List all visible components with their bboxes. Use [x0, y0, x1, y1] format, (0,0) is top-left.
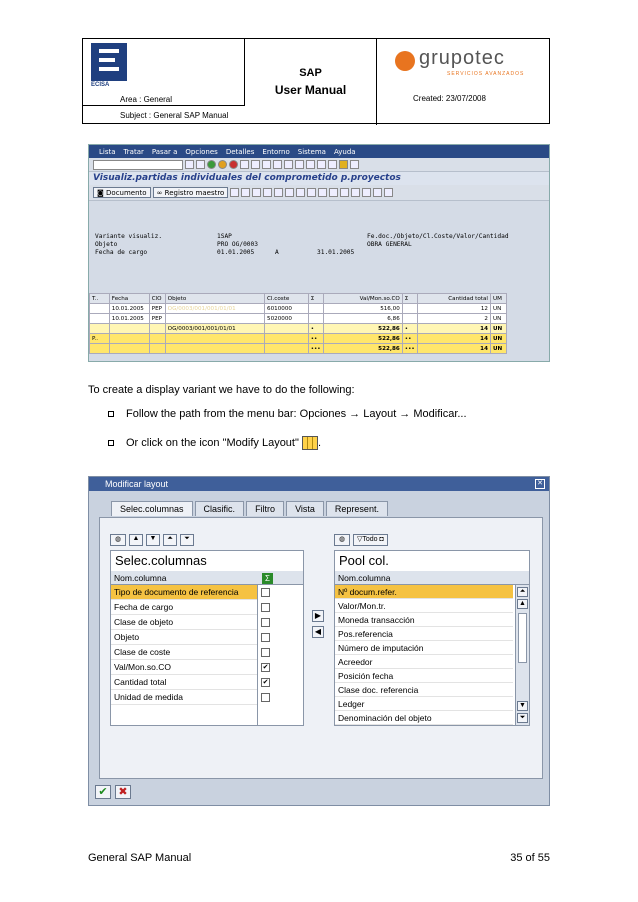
- bullet-1: [108, 408, 467, 420]
- cell: 6010000: [265, 304, 309, 314]
- list-item-label: Clase de objeto: [114, 617, 174, 627]
- tab-selec-columnas[interactable]: Selec.columnas: [111, 501, 193, 516]
- selected-columns-header: [111, 571, 303, 585]
- registro-maestro-button[interactable]: [153, 187, 229, 198]
- sum-checkbox[interactable]: ✔: [262, 664, 269, 671]
- cell: •: [402, 324, 417, 334]
- cell: [165, 344, 264, 354]
- product-name: SAP: [299, 67, 322, 79]
- sort-asc-icon[interactable]: [252, 188, 261, 197]
- dialog-footer: [95, 785, 131, 799]
- line-items-table: [89, 293, 507, 354]
- glasses-icon: ∞: [156, 189, 165, 197]
- cell: [90, 344, 110, 354]
- cell: [265, 324, 309, 334]
- menu-tratar[interactable]: Tratar: [123, 147, 144, 156]
- move-up-icon[interactable]: ▲: [129, 534, 143, 546]
- object-label: Objeto: [95, 241, 118, 248]
- screen-title: Visualiz.partidas individuales del comprometido p.proyectos: [89, 172, 549, 185]
- column-pool-scrollbar[interactable]: [515, 585, 529, 725]
- variant-value: 1SAP: [217, 233, 232, 240]
- cell: 2: [417, 314, 490, 324]
- sum-checkbox[interactable]: [261, 693, 270, 702]
- cell: 14: [417, 344, 490, 354]
- sort-description: Fe.doc./Objeto/Cl.Coste/Valor/Cantidad: [367, 233, 509, 240]
- sum-checkbox[interactable]: [261, 603, 270, 612]
- column-pool-heading: Pool col.: [339, 553, 389, 568]
- intro-text: To create a display variant we have to do the following:: [88, 384, 355, 396]
- todo-button[interactable]: ▽Todo ◘: [353, 534, 388, 546]
- list-item-label: Unidad de medida: [114, 692, 183, 702]
- bullet-2-text: Or click on the icon "Modify Layout": [126, 436, 299, 449]
- dialog-title: Modificar layout: [89, 477, 549, 491]
- filter-icon[interactable]: [241, 188, 250, 197]
- sum-column-icon[interactable]: Σ: [262, 573, 273, 584]
- sum-icon[interactable]: [307, 188, 316, 197]
- cell: 6,86: [323, 314, 402, 324]
- selected-columns-list: [110, 550, 304, 726]
- col-valmon[interactable]: Val/Mon.so.CO: [323, 294, 402, 304]
- confirm-icon[interactable]: ✔: [95, 785, 111, 799]
- abc-icon[interactable]: [373, 188, 382, 197]
- ecisa-logo-text: ECISA: [91, 82, 110, 88]
- list-item-label: Fecha de cargo: [114, 602, 174, 612]
- print-icon[interactable]: [240, 160, 249, 169]
- cell: 10.01.2005: [109, 314, 149, 324]
- menu-sistema[interactable]: Sistema: [297, 147, 326, 156]
- table-header-row: [90, 294, 507, 304]
- bullet-2-end: .: [317, 436, 322, 449]
- cell: [308, 314, 323, 324]
- date-label: Fecha de cargo: [95, 249, 148, 256]
- col-sum2[interactable]: Σ: [402, 294, 417, 304]
- grupotec-logo-sub: SERVICIOS AVANZADOS: [447, 71, 525, 77]
- cell: [149, 324, 165, 334]
- list-item[interactable]: [111, 690, 257, 705]
- cell: 14: [417, 324, 490, 334]
- cell: [109, 324, 149, 334]
- tab-clasific[interactable]: Clasific.: [195, 501, 245, 516]
- info-icon[interactable]: [384, 188, 393, 197]
- area-text: Area : General: [120, 95, 173, 104]
- list-item[interactable]: Denominación del objeto: [335, 711, 513, 725]
- sum-checkbox[interactable]: [261, 588, 270, 597]
- cell: [90, 324, 110, 334]
- grupotec-logo-name: grupotec: [419, 47, 505, 69]
- date-to: 31.01.2005: [317, 249, 355, 256]
- list-item[interactable]: Ledger: [335, 697, 513, 711]
- find-icon[interactable]: ◍: [334, 534, 350, 546]
- list-item[interactable]: [111, 585, 257, 600]
- left-toolbar: [110, 534, 194, 546]
- last-page-icon[interactable]: [306, 160, 315, 169]
- cell: PEP: [149, 314, 165, 324]
- column-pool-header: Nom.columna: [335, 571, 529, 585]
- todo-label: Todo: [362, 536, 378, 543]
- document-header: [82, 38, 550, 124]
- tab-panel: [99, 517, 543, 779]
- col-cantidad[interactable]: Cantidad total: [417, 294, 490, 304]
- cell: P..: [90, 334, 110, 344]
- list-item-label: Tipo de documento de referencia: [114, 587, 239, 597]
- select-layout-icon[interactable]: [285, 188, 294, 197]
- object-description: OBRA GENERAL: [367, 241, 412, 248]
- col-clo[interactable]: ClO: [149, 294, 165, 304]
- list-item[interactable]: [111, 675, 269, 690]
- col-header-label: Nom.columna: [114, 573, 167, 583]
- header-center-cell: [245, 39, 377, 125]
- menu-detalles[interactable]: Detalles: [225, 147, 255, 156]
- shortcut-icon[interactable]: [328, 160, 337, 169]
- prev-page-icon[interactable]: [284, 160, 293, 169]
- left-list-divider: [257, 585, 258, 725]
- list-item[interactable]: Acreedor: [335, 655, 513, 669]
- cell: [402, 304, 417, 314]
- list-item[interactable]: [111, 645, 257, 660]
- cell: [149, 344, 165, 354]
- cell: UN: [490, 324, 506, 334]
- list-item[interactable]: Nº docum.refer.: [335, 585, 513, 599]
- scroll-top-icon[interactable]: ⏶: [517, 587, 528, 597]
- cell: UN: [490, 334, 506, 344]
- variant-label: Variante visualiz.: [95, 233, 163, 240]
- date-separator: A: [275, 249, 279, 256]
- cell: 10.01.2005: [109, 304, 149, 314]
- bullet-2: [108, 436, 321, 450]
- subtotal-row[interactable]: [90, 334, 507, 344]
- cell: 516,00: [323, 304, 402, 314]
- table-row[interactable]: [90, 314, 507, 324]
- column-pool-rows: [335, 585, 513, 725]
- detail-icon[interactable]: [230, 188, 239, 197]
- next-page-icon[interactable]: [295, 160, 304, 169]
- filter-icon: ▽: [357, 536, 363, 543]
- layout-icon[interactable]: [350, 160, 359, 169]
- cell: OG/0003/001/001/01/01: [165, 304, 264, 314]
- col-clcoste[interactable]: Cl.coste: [265, 294, 309, 304]
- created-text: Created: 23/07/2008: [413, 94, 486, 103]
- cell: OG/0003/001/001/01/01: [165, 324, 264, 334]
- cell: [265, 334, 309, 344]
- list-item-label: Cantidad total: [114, 677, 167, 687]
- subtotal-icon[interactable]: [318, 188, 327, 197]
- application-toolbar: [89, 185, 549, 201]
- cell: [90, 304, 110, 314]
- move-right-icon[interactable]: ▶: [312, 610, 324, 622]
- back-icon[interactable]: [207, 160, 216, 169]
- list-item-label: Clase de coste: [114, 647, 171, 657]
- tab-filtro[interactable]: Filtro: [246, 501, 284, 516]
- list-item[interactable]: Moneda transacción: [335, 613, 513, 627]
- cell: [308, 304, 323, 314]
- list-item[interactable]: [111, 600, 257, 615]
- total-row[interactable]: [90, 344, 507, 354]
- doc-type: User Manual: [274, 83, 347, 97]
- list-item[interactable]: Pos.referencia: [335, 627, 513, 641]
- subtotal-row[interactable]: [90, 324, 507, 334]
- cell: •••: [308, 344, 323, 354]
- save-layout-icon[interactable]: [296, 188, 305, 197]
- cell: 5020000: [265, 314, 309, 324]
- list-item[interactable]: [111, 630, 257, 645]
- footer-left: General SAP Manual: [88, 852, 192, 864]
- sap-screen-1: [88, 144, 550, 362]
- menu-opciones[interactable]: Opciones: [185, 147, 218, 156]
- cell: 522,86: [323, 324, 402, 334]
- new-session-icon[interactable]: [317, 160, 326, 169]
- cancel-icon[interactable]: [229, 160, 238, 169]
- cell: 522,86: [323, 344, 402, 354]
- cell: PEP: [149, 304, 165, 314]
- col-sum1[interactable]: Σ: [308, 294, 323, 304]
- mail-icon[interactable]: [351, 188, 360, 197]
- bullet-1-text: Follow the path from the menu bar: Opciones → Layout → Modificar...: [126, 408, 467, 420]
- cell: [402, 314, 417, 324]
- dialog-close-icon[interactable]: ✕: [535, 479, 545, 489]
- list-item-label: Val/Mon.so.CO: [114, 662, 172, 672]
- list-item[interactable]: [111, 660, 269, 675]
- cell: [165, 334, 264, 344]
- graphic-icon[interactable]: [362, 188, 371, 197]
- cell: UN: [490, 344, 506, 354]
- cell: 522,86: [323, 334, 402, 344]
- sum-checkbox[interactable]: [261, 648, 270, 657]
- find-next-icon[interactable]: [262, 160, 271, 169]
- bullet-square-icon: [108, 411, 114, 417]
- cell: UN: [490, 314, 506, 324]
- help-icon[interactable]: [339, 160, 348, 169]
- selected-columns-rows: [111, 585, 303, 705]
- command-field[interactable]: [93, 160, 183, 170]
- date-from: 01.01.2005: [217, 249, 255, 256]
- sum-checkbox[interactable]: [261, 618, 270, 627]
- scroll-down-icon[interactable]: ▼: [517, 701, 528, 711]
- footer-page-number: 35 of 55: [510, 852, 550, 864]
- cell: ••: [308, 334, 323, 344]
- column-pool-list: [334, 550, 530, 726]
- menu-bar: [89, 145, 549, 158]
- scroll-bottom-icon[interactable]: ⏷: [517, 713, 528, 723]
- col-t[interactable]: T..: [90, 294, 110, 304]
- list-item[interactable]: Posición fecha: [335, 669, 513, 683]
- table-row[interactable]: [90, 304, 507, 314]
- col-fecha[interactable]: Fecha: [109, 294, 149, 304]
- cell: [149, 334, 165, 344]
- menu-entorno[interactable]: Entorno: [262, 147, 290, 156]
- exit-icon[interactable]: [218, 160, 227, 169]
- object-value: PRO OG/0003: [217, 241, 258, 248]
- scroll-thumb[interactable]: [518, 613, 527, 663]
- export-icon[interactable]: [340, 188, 349, 197]
- list-item[interactable]: Clase doc. referencia: [335, 683, 513, 697]
- col-objeto[interactable]: Objeto: [165, 294, 264, 304]
- enter-icon[interactable]: [185, 160, 194, 169]
- sum-checkbox[interactable]: [261, 633, 270, 642]
- cell: 14: [417, 334, 490, 344]
- find-icon[interactable]: [251, 160, 260, 169]
- dialog-tabs: [111, 501, 390, 516]
- menu-ayuda[interactable]: Ayuda: [333, 147, 356, 156]
- move-down-icon[interactable]: ▼: [146, 534, 160, 546]
- cancel-icon[interactable]: ✖: [115, 785, 131, 799]
- layout-grid-icon: [302, 436, 318, 450]
- cell: UN: [490, 304, 506, 314]
- bullet-square-icon: [108, 440, 114, 446]
- save-icon[interactable]: [196, 160, 205, 169]
- sum-checkbox[interactable]: ✔: [262, 679, 269, 686]
- registro-maestro-label: Registro maestro: [164, 189, 225, 197]
- subject-text: Subject : General SAP Manual: [120, 111, 229, 120]
- cell: •: [308, 324, 323, 334]
- first-page-icon[interactable]: [273, 160, 282, 169]
- documento-button[interactable]: [93, 187, 151, 198]
- cell: 12: [417, 304, 490, 314]
- cell: [109, 334, 149, 344]
- print-preview-icon[interactable]: [329, 188, 338, 197]
- cell: [265, 344, 309, 354]
- ecisa-logo: [91, 43, 127, 81]
- list-item[interactable]: Número de imputación: [335, 641, 513, 655]
- grupotec-logo-icon: [395, 51, 415, 71]
- documento-label: Documento: [106, 189, 147, 197]
- cell: ••: [402, 334, 417, 344]
- cell: [109, 344, 149, 354]
- col-um[interactable]: UM: [490, 294, 506, 304]
- selected-columns-heading: Selec.columnas: [115, 553, 207, 568]
- move-left-icon[interactable]: ◀: [312, 626, 324, 638]
- right-toolbar: [334, 534, 388, 546]
- tab-represent[interactable]: Represent.: [326, 501, 388, 516]
- find-icon[interactable]: ◍: [110, 534, 126, 546]
- cell: •••: [402, 344, 417, 354]
- scroll-up-icon[interactable]: ▲: [517, 599, 528, 609]
- move-bottom-icon[interactable]: ⏷: [180, 534, 194, 546]
- sort-desc-icon[interactable]: [263, 188, 272, 197]
- tab-vista[interactable]: Vista: [286, 501, 324, 516]
- menu-pasar-a[interactable]: Pasar a: [151, 147, 178, 156]
- list-item[interactable]: [111, 615, 257, 630]
- modificar-layout-dialog: [88, 476, 550, 806]
- list-item[interactable]: Valor/Mon.tr.: [335, 599, 513, 613]
- documento-icon: ◙: [97, 189, 107, 197]
- menu-lista[interactable]: Lista: [99, 147, 116, 156]
- move-top-icon[interactable]: ⏶: [163, 534, 177, 546]
- cell: [90, 314, 110, 324]
- change-layout-icon[interactable]: [274, 188, 283, 197]
- cell: OG/0003/001/001/01/01: [165, 314, 264, 324]
- standard-toolbar: [89, 158, 549, 172]
- list-item-label: Objeto: [114, 632, 140, 642]
